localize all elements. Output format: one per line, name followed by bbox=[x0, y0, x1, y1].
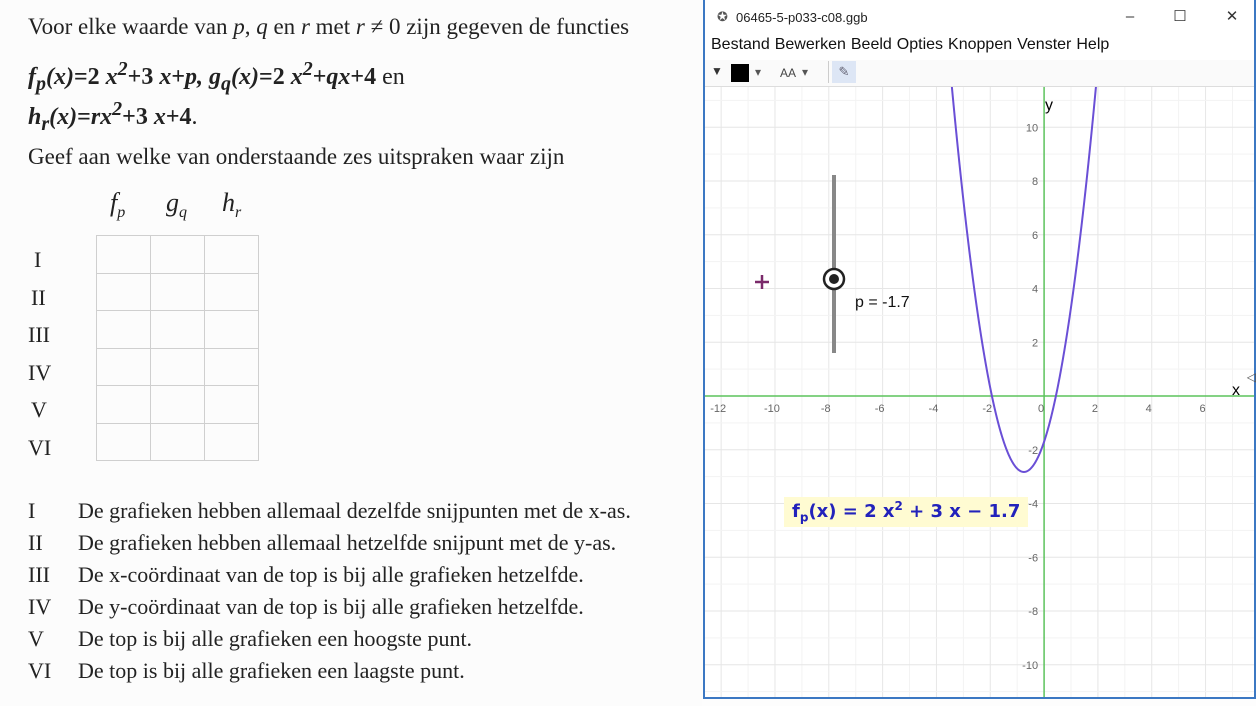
x-axis-label: x bbox=[1232, 382, 1240, 399]
grid-cell[interactable] bbox=[205, 348, 259, 386]
x-tick-label: 4 bbox=[1145, 403, 1152, 416]
statement-num: III bbox=[28, 562, 50, 587]
statement-6 bbox=[28, 658, 465, 684]
col-header-f: $f_p$ bbox=[110, 188, 126, 222]
point-cross[interactable] bbox=[755, 275, 769, 289]
parabola-curve[interactable] bbox=[950, 87, 1111, 472]
statement-num: V bbox=[28, 626, 44, 651]
y-tick-label: -4 bbox=[1028, 498, 1039, 511]
statement-text: De grafieken hebben allemaal dezelfde snijpunten met de x-as. bbox=[78, 498, 631, 523]
menu-opties[interactable]: Opties bbox=[896, 36, 944, 53]
menu-help[interactable]: Help bbox=[1076, 36, 1110, 53]
y-tick-label: -2 bbox=[1028, 444, 1039, 457]
x-tick-label: -4 bbox=[928, 403, 939, 416]
x-tick-label: -8 bbox=[820, 403, 831, 416]
grid-cell[interactable] bbox=[97, 311, 151, 349]
axes bbox=[705, 87, 1254, 697]
statement-3 bbox=[28, 562, 584, 588]
y-tick-label: 8 bbox=[1031, 176, 1039, 189]
statement-text: De top is bij alle grafieken een hoogste punt. bbox=[78, 626, 473, 651]
y-tick-label: 2 bbox=[1031, 337, 1039, 350]
statement-num: IV bbox=[28, 594, 52, 619]
grid-cell[interactable] bbox=[151, 386, 205, 424]
graphics-view[interactable] bbox=[705, 87, 1254, 697]
color-dropdown-icon[interactable]: ▾ bbox=[755, 65, 762, 79]
x-tick-label: -2 bbox=[982, 403, 993, 416]
grid-cell[interactable] bbox=[151, 273, 205, 311]
text-size-button[interactable]: AA bbox=[780, 66, 797, 80]
window-title: 06465-5-p033-c08.ggb bbox=[736, 10, 868, 25]
row-label-3: III bbox=[28, 322, 50, 347]
menu-bewerken[interactable]: Bewerken bbox=[774, 36, 846, 53]
text-size-dropdown-icon[interactable]: ▾ bbox=[802, 65, 809, 79]
grid-cell[interactable] bbox=[97, 348, 151, 386]
x-tick-label: -6 bbox=[874, 403, 885, 416]
col-header-h: $h_r$ bbox=[222, 188, 242, 222]
col-header-g: $g_q$ bbox=[166, 188, 187, 222]
statement-1 bbox=[28, 498, 631, 524]
style-toolbar bbox=[705, 60, 1254, 87]
grid-cell[interactable] bbox=[151, 236, 205, 274]
statement-num: I bbox=[28, 498, 36, 523]
function-label-box[interactable] bbox=[784, 497, 1028, 527]
title-bar bbox=[705, 0, 1254, 34]
statement-text: De y-coördinaat van de top is bij alle grafieken hetzelfde. bbox=[78, 594, 584, 619]
pin-icon[interactable]: ✎ bbox=[832, 61, 856, 83]
close-button[interactable]: ✕ bbox=[1225, 8, 1239, 25]
statement-text: De grafieken hebben allemaal hetzelfde snijpunt met de y-as. bbox=[78, 530, 617, 555]
menu-beeld[interactable]: Beeld bbox=[850, 36, 892, 53]
grid-cell[interactable] bbox=[97, 423, 151, 461]
grid-lines bbox=[705, 87, 1254, 697]
y-tick-label: 10 bbox=[1025, 122, 1039, 135]
statement-text: De x-coördinaat van de top is bij alle grafieken hetzelfde. bbox=[78, 562, 584, 587]
toggle-style-bar-icon[interactable]: ▼ bbox=[711, 64, 723, 78]
statement-num: VI bbox=[28, 658, 52, 683]
grid-cell[interactable] bbox=[205, 386, 259, 424]
grid-cell[interactable] bbox=[205, 311, 259, 349]
grid-row bbox=[97, 423, 259, 461]
y-tick-label: -6 bbox=[1028, 552, 1039, 565]
function-label-name: $f_p(x) = 2$ $x^2 + 3$ x − 1.7 bbox=[792, 499, 1021, 525]
grid-row bbox=[97, 348, 259, 386]
menu-knoppen[interactable]: Knoppen bbox=[948, 36, 1013, 53]
row-label-5: V bbox=[31, 397, 47, 422]
y-tick-label: -8 bbox=[1028, 606, 1039, 619]
x-tick-label: 6 bbox=[1199, 403, 1206, 416]
en-word: en bbox=[382, 64, 405, 90]
statement-num: II bbox=[28, 530, 43, 555]
toolbar-divider bbox=[828, 61, 829, 83]
grid-cell[interactable] bbox=[205, 236, 259, 274]
slider-label: p = -1.7 bbox=[855, 294, 910, 311]
y-tick-label: 4 bbox=[1031, 283, 1039, 296]
grid-cell[interactable] bbox=[151, 423, 205, 461]
grid-cell[interactable] bbox=[151, 311, 205, 349]
grid-cell[interactable] bbox=[205, 273, 259, 311]
x-tick-label: 2 bbox=[1091, 403, 1098, 416]
function-definitions-line2: $h_r(x)=rx^2+3$ x+4. bbox=[28, 98, 198, 135]
grid-cell[interactable] bbox=[205, 423, 259, 461]
row-label-1: I bbox=[34, 247, 42, 272]
slider-handle-dot bbox=[829, 274, 839, 284]
grid-row bbox=[97, 386, 259, 424]
y-tick-label: -10 bbox=[1022, 659, 1039, 672]
grid-cell[interactable] bbox=[97, 273, 151, 311]
row-label-2: II bbox=[31, 285, 46, 310]
statement-5 bbox=[28, 626, 472, 652]
question-text: Geef aan welke van onderstaande zes uitspraken waar zijn bbox=[28, 144, 565, 169]
grid-row bbox=[97, 236, 259, 274]
answer-grid bbox=[96, 235, 259, 461]
maximize-button[interactable]: ☐ bbox=[1173, 8, 1187, 25]
grid-row bbox=[97, 311, 259, 349]
grid-row bbox=[97, 273, 259, 311]
y-tick-label: 6 bbox=[1031, 229, 1039, 242]
statement-2 bbox=[28, 530, 616, 556]
intro-text: Voor elke waarde van p, q en r met r ≠ 0 zijn gegeven de functies bbox=[28, 14, 630, 39]
x-tick-label: -10 bbox=[764, 403, 780, 416]
y-axis-label: y bbox=[1045, 97, 1053, 114]
menu-bar bbox=[705, 36, 1254, 58]
menu-bestand[interactable]: Bestand bbox=[711, 36, 770, 53]
row-label-6: VI bbox=[28, 435, 52, 460]
row-label-4: IV bbox=[28, 360, 52, 385]
color-swatch-button[interactable] bbox=[731, 64, 749, 82]
geogebra-window bbox=[703, 0, 1256, 699]
menu-venster[interactable]: Venster bbox=[1017, 36, 1072, 53]
grid-cell[interactable] bbox=[97, 386, 151, 424]
grid-cell[interactable] bbox=[151, 348, 205, 386]
grid-cell[interactable] bbox=[97, 236, 151, 274]
statement-text: De top is bij alle grafieken een laagste punt. bbox=[78, 658, 465, 683]
function-definitions-line1: $f_p(x)=2$ $x^2+3$ x+p, $g_q(x)=2$ $x^2+qx+4$ en bbox=[28, 58, 405, 95]
x-tick-label: 0 bbox=[1038, 403, 1045, 416]
tick-labels bbox=[710, 122, 1205, 671]
minimize-button[interactable]: – bbox=[1125, 8, 1135, 25]
panel-resize-icon[interactable]: ◁ bbox=[1246, 370, 1256, 384]
x-tick-label: -12 bbox=[710, 403, 727, 416]
app-icon: ✪ bbox=[717, 9, 728, 24]
statement-4 bbox=[28, 594, 584, 620]
